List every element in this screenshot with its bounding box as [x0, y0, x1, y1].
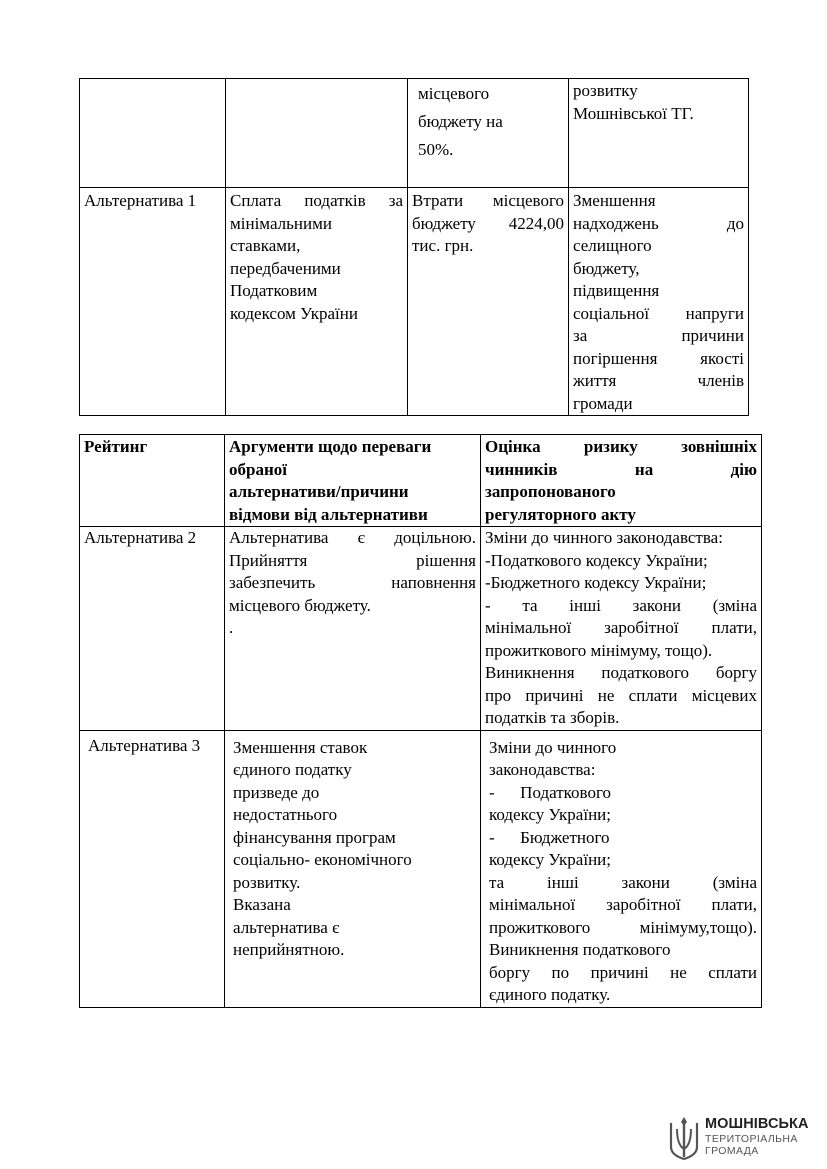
cell-alt1-costs: Втрати місцевого бюджету 4224,00 тис. грн.	[408, 188, 569, 416]
table-header-row	[80, 435, 762, 527]
cell-alt3-arguments: Зменшення ставок єдиного податку призведе до недостатнього фінансування програм соціально- економічного розвитку. Вказана альтернатива є неприйнятною.	[225, 730, 481, 1007]
cell-budget-continued: місцевого бюджету на 50%.	[408, 79, 569, 188]
cell-rating-alt2: Альтернатива 2	[80, 527, 225, 731]
table-row	[80, 188, 749, 416]
table-row	[80, 79, 749, 188]
community-logo	[669, 1117, 809, 1163]
rating-table	[79, 434, 762, 1008]
cell-alt1-description: Сплата податків за мінімальними ставками, передбаченими Податковим кодексом України	[226, 188, 408, 416]
cell-empty-1	[80, 79, 226, 188]
header-rating: Рейтинг	[80, 435, 225, 527]
table-row	[80, 527, 762, 731]
logo-subtitle: ТЕРИТОРІАЛЬНА	[705, 1133, 798, 1145]
cell-rating-alt1: Альтернатива 1	[80, 188, 226, 416]
cell-empty-2	[226, 79, 408, 188]
table-row	[80, 730, 762, 1007]
cell-rating-alt3: Альтернатива 3	[80, 730, 225, 1007]
logo-subtitle-2: ГРОМАДА	[705, 1145, 759, 1157]
cell-alt2-risks: Зміни до чинного законодавства: -Податкового кодексу України; -Бюджетного кодексу України; - та інші закони (зміна мінімальної заробітної плати, прожиткового мінімуму, тощо). Виникнення податкового боргу про причині не сплати місцевих податків та зборів.	[481, 527, 762, 731]
header-arguments: Аргументи щодо переваги обраної альтернативи/причини відмови від альтернативи	[225, 435, 481, 527]
alternatives-table-top	[79, 78, 749, 416]
header-risk-assessment: Оцінка ризику зовнішніх чинників на дію запропонованого регуляторного акту	[481, 435, 762, 527]
cell-alt1-consequences: Зменшення надходжень до селищного бюджету, підвищення соціальної напруги за причини погіршення якості життя членів громади	[569, 188, 749, 416]
cell-alt2-arguments: Альтернатива є доцільною. Прийняття рішення забезпечить наповнення місцевого бюджету. .	[225, 527, 481, 731]
cell-alt3-risks: Зміни до чинного законодавства: - Податкового кодексу України; - Бюджетного кодексу України; та інші закони (зміна мінімальної заробітної плати, прожиткового мінімуму,тощо). Виникнення податкового боргу по причині не сплати єдиного податку.	[481, 730, 762, 1007]
logo-title: МОШНІВСЬКА	[705, 1116, 809, 1132]
cell-development-continued: розвитку Мошнівської ТГ.	[569, 79, 749, 188]
trident-icon	[669, 1117, 699, 1161]
